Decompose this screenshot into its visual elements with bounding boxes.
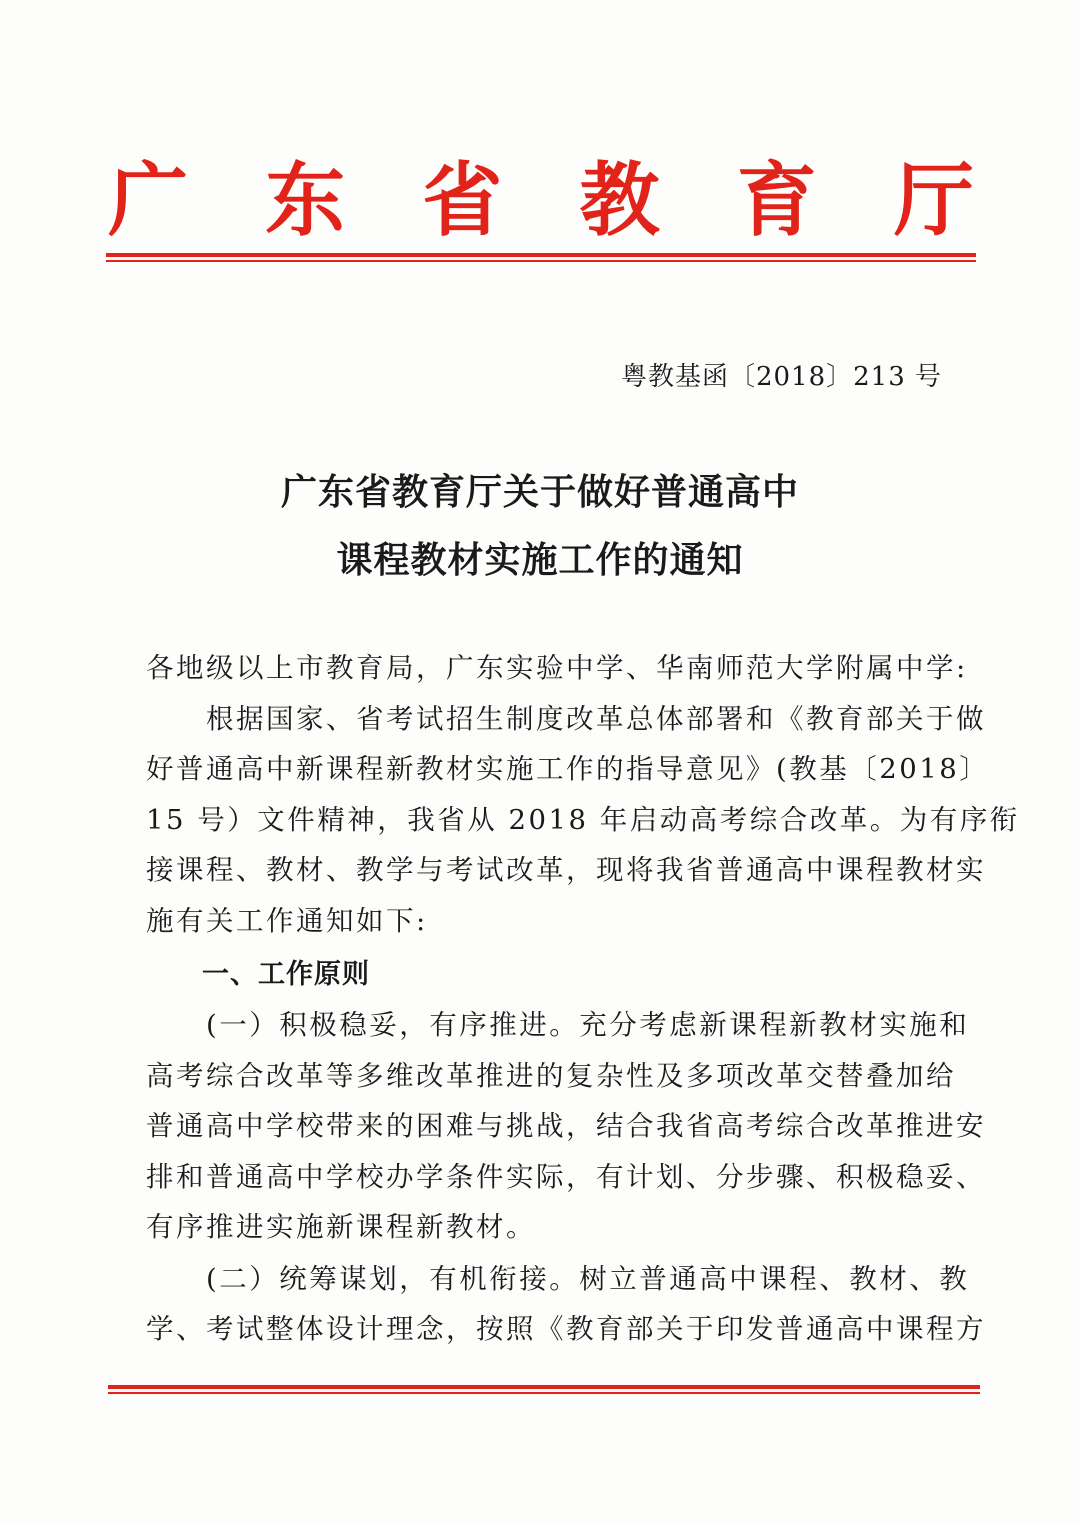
paragraph-line: 接课程、教材、教学与考试改革，现将我省普通高中课程教材实 xyxy=(146,854,986,886)
paragraph-line: (一）积极稳妥，有序推进。充分考虑新课程新教材实施和 xyxy=(146,1009,970,1041)
letterhead xyxy=(108,150,974,250)
letterhead-char: 厅 xyxy=(893,153,974,247)
letterhead-char: 育 xyxy=(736,153,817,247)
salutation: 各地级以上市教育局，广东实验中学、华南师范大学附属中学: xyxy=(146,652,968,684)
document-number: 粤教基函〔2018〕213 号 xyxy=(620,362,942,392)
section-heading: 一、工作原则 xyxy=(202,959,370,990)
paragraph-line: 施有关工作通知如下: xyxy=(146,905,428,937)
paragraph-line: 高考综合改革等多维改革推进的复杂性及多项改革交替叠加给 xyxy=(146,1060,956,1092)
paragraph-line: 根据国家、省考试招生制度改革总体部署和《教育部关于做 xyxy=(146,703,986,735)
paragraph-line: (二）统筹谋划，有机衔接。树立普通高中课程、教材、教 xyxy=(146,1263,970,1295)
paragraph-line: 好普通高中新课程新教材实施工作的指导意见》(教基〔2018〕 xyxy=(146,753,990,785)
letterhead-char: 东 xyxy=(265,153,346,247)
paragraph-line: 有序推进实施新课程新教材。 xyxy=(146,1211,536,1243)
letterhead-char: 省 xyxy=(422,153,503,247)
document-title-line-1: 广东省教育厅关于做好普通高中 xyxy=(280,472,799,513)
footer-rule-thick xyxy=(108,1385,980,1389)
letterhead-char: 教 xyxy=(579,153,660,247)
letterhead-rule-thick xyxy=(106,253,976,257)
document-title-line-2: 课程教材实施工作的通知 xyxy=(336,540,744,581)
paragraph-line: 排和普通高中学校办学条件实际，有计划、分步骤、积极稳妥、 xyxy=(146,1161,986,1193)
letterhead-rule-thin xyxy=(106,260,976,262)
letterhead-char: 广 xyxy=(108,153,188,247)
paragraph-line: 学、考试整体设计理念，按照《教育部关于印发普通高中课程方 xyxy=(146,1313,986,1345)
paragraph-line: 15 号）文件精神，我省从 2018 年启动高考综合改革。为有序衔 xyxy=(146,804,1020,836)
footer-rule-thin xyxy=(108,1392,980,1394)
paragraph-line: 普通高中学校带来的困难与挑战，结合我省高考综合改革推进安 xyxy=(146,1110,986,1142)
